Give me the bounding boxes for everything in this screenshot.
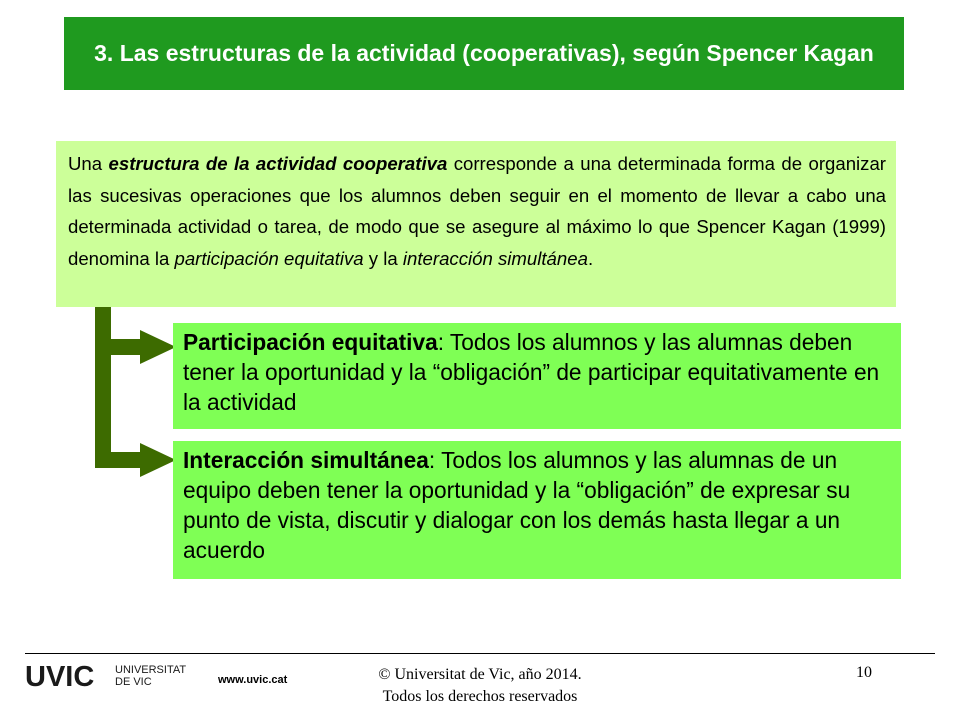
slide-title: 3. Las estructuras de la actividad (cooperativas), según Spencer Kagan — [94, 40, 874, 66]
arrow-head-2-icon — [140, 443, 176, 477]
card-term: Participación equitativa — [183, 329, 438, 355]
copyright-line-2: Todos los derechos reservados — [382, 688, 578, 705]
footer-copyright — [330, 664, 630, 708]
footer-url[interactable]: www.uvic.cat — [218, 674, 288, 686]
intro-emphasis-interaction: interacción simultánea — [402, 247, 588, 269]
uvic-logo — [25, 660, 210, 690]
page-number: 10 — [856, 664, 872, 681]
intro-text: corresponde a una determinada forma de organizar las sucesivas operaciones que los alumnos deben seguir en el momento de llevar a cabo una determinada actividad o tarea, de modo que se asegure al máximo lo que Spencer Kagan (1999) denomina la — [68, 153, 886, 269]
card-text: : Todos los alumnos y las alumnas deben tener la oportunidad y la “obligación” de participar equitativamente en la actividad — [183, 329, 880, 415]
connector-branch-1 — [95, 339, 141, 355]
logo-text: UVIC — [25, 661, 95, 690]
intro-text: Una — [68, 153, 109, 174]
connector-branch-2 — [95, 452, 141, 468]
card-text: : Todos los alumnos y las alumnas de un equipo deben tener la oportunidad y la “obligación” de expresar su punto de vista, discutir y dialogar con los demás hasta llegar a un acuerdo — [183, 447, 851, 563]
logo-subtext-1: UNIVERSITAT — [115, 664, 187, 676]
intro-emphasis-structure: estructura de la actividad cooperativa — [108, 153, 448, 174]
copyright-line-1: © Universitat de Vic, año 2014. — [378, 666, 582, 683]
logo-subtext-2: DE VIC — [115, 676, 152, 688]
intro-text: y la — [363, 247, 403, 269]
intro-text: . — [587, 247, 594, 269]
footer-divider — [25, 653, 935, 654]
arrow-head-1-icon — [140, 330, 176, 364]
card-interaccion — [173, 441, 901, 579]
card-term: Interacción simultánea — [183, 447, 429, 473]
connector-vertical-bar — [95, 307, 111, 468]
intro-emphasis-participation: participación equitativa — [174, 247, 364, 269]
card-participacion — [173, 323, 901, 429]
